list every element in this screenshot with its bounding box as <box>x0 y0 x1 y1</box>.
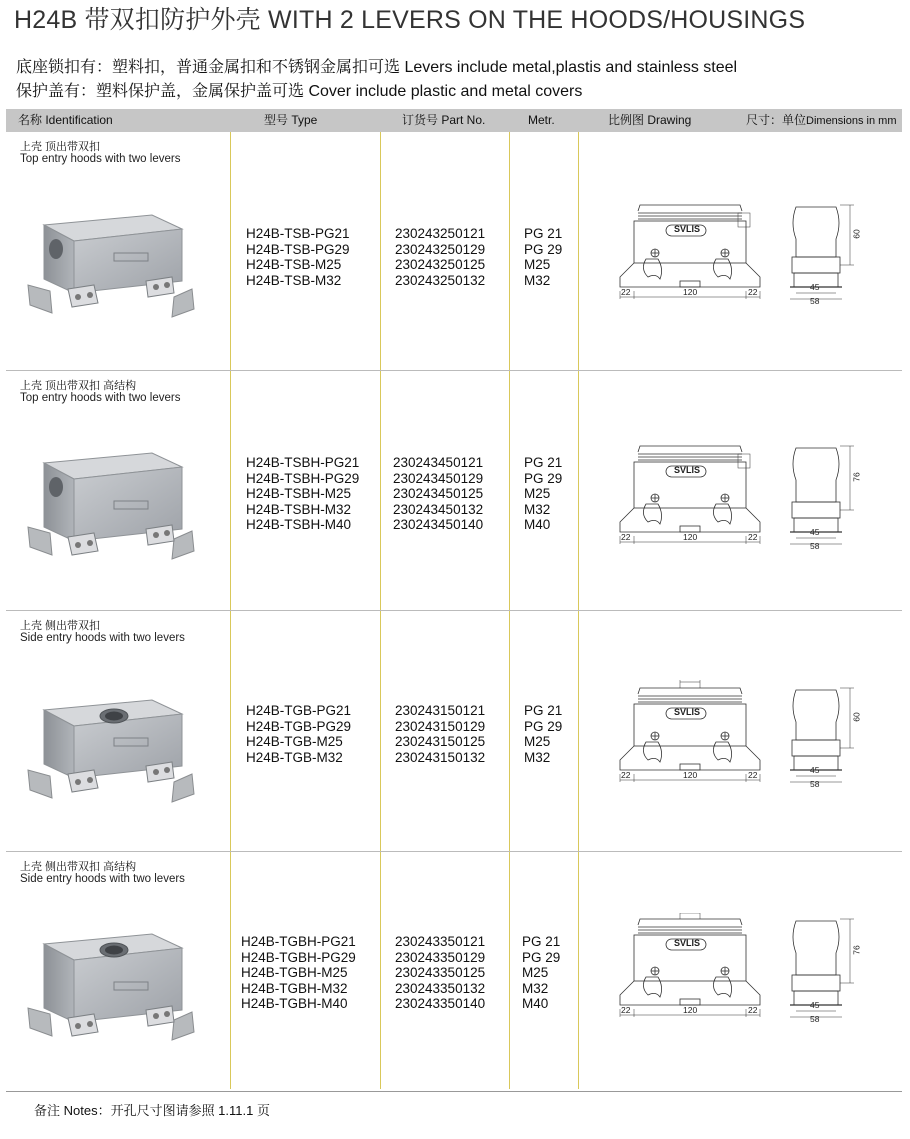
type-item: H24B-TGBH-PG21 <box>241 934 356 949</box>
dim-right: 22 <box>748 532 758 542</box>
header-dimensions <box>746 109 896 132</box>
dim-side-outer: 58 <box>810 779 820 789</box>
metr-item: M40 <box>524 517 551 532</box>
part-no-item: 230243150132 <box>395 749 486 765</box>
metr-list <box>522 934 560 1012</box>
dim-side-inner: 45 <box>810 765 820 775</box>
type-item: H24B-TSBH-PG21 <box>246 455 360 470</box>
metr-item: M32 <box>522 980 549 996</box>
dim-side-inner: 45 <box>810 1000 820 1010</box>
part-no-list <box>393 455 483 533</box>
type-item: H24B-TSB-PG29 <box>246 241 350 257</box>
product-section <box>6 852 902 1090</box>
metr-item: PG 29 <box>524 241 563 257</box>
type-list <box>246 455 359 533</box>
part-no-item: 230243150129 <box>395 718 486 734</box>
type-list <box>246 703 351 765</box>
metr-item: M25 <box>522 965 549 980</box>
part-no-item: 230243350121 <box>395 934 486 949</box>
metr-item: PG 29 <box>524 718 563 734</box>
metr-item: PG 21 <box>524 703 563 718</box>
product-section <box>6 371 902 609</box>
dim-main: 120 <box>683 287 698 297</box>
dim-height: 60 <box>851 229 862 239</box>
dimension-drawing <box>610 913 870 1033</box>
product-photo <box>22 690 202 810</box>
identification-cn: 上壳 侧出带双扣 <box>20 620 101 632</box>
drawing-brand: SVLIS <box>673 707 700 717</box>
dim-right: 22 <box>748 287 758 297</box>
metr-item: M32 <box>524 501 551 517</box>
header-metr: Metr. <box>528 113 555 127</box>
part-no-item: 230243450129 <box>393 470 484 486</box>
dim-left: 22 <box>621 532 631 542</box>
header-type: 型号 Type <box>264 113 318 127</box>
dim-side-inner: 45 <box>810 527 820 537</box>
metr-item: PG 29 <box>524 470 563 486</box>
part-no-item: 230243450140 <box>393 517 484 532</box>
type-item: H24B-TGBH-M25 <box>241 965 348 980</box>
part-no-item: 230243350132 <box>395 980 486 996</box>
part-no-list <box>395 703 485 765</box>
type-item: H24B-TSBH-M40 <box>246 517 352 532</box>
identification-cn: 上壳 顶出带双扣 高结构 <box>20 380 137 392</box>
part-no-list <box>395 934 485 1012</box>
intro-covers: 保护盖有：塑料保护盖，金属保护盖可选 Cover include plastic and metal covers <box>16 83 583 100</box>
dim-main: 120 <box>683 770 698 780</box>
product-section <box>6 132 902 370</box>
type-item: H24B-TGBH-M32 <box>241 980 348 996</box>
metr-item: PG 21 <box>522 934 561 949</box>
part-no-item: 230243350140 <box>395 996 486 1011</box>
metr-item: M40 <box>522 996 549 1011</box>
type-list <box>246 226 350 288</box>
type-item: H24B-TSB-M32 <box>246 272 342 288</box>
type-list <box>241 934 356 1012</box>
header-drawing: 比例图 Drawing <box>608 113 692 127</box>
part-no-item: 230243250132 <box>395 272 486 288</box>
identification-en: Top entry hoods with two levers <box>20 153 181 165</box>
identification-en: Top entry hoods with two levers <box>20 392 181 404</box>
type-item: H24B-TSB-PG21 <box>246 226 350 241</box>
part-no-item: 230243250129 <box>395 241 486 257</box>
part-no-item: 230243250125 <box>395 257 486 272</box>
metr-item: M32 <box>524 749 551 765</box>
dim-left: 22 <box>621 770 631 780</box>
header-dimensions-cn: 尺寸：单位 <box>746 113 807 127</box>
dim-height: 76 <box>851 472 862 482</box>
dimension-drawing <box>610 680 870 800</box>
dim-main: 120 <box>683 1005 698 1015</box>
part-no-item: 230243150121 <box>395 703 486 718</box>
dim-side-outer: 58 <box>810 1014 820 1024</box>
drawing-brand: SVLIS <box>673 224 700 234</box>
product-photo <box>22 447 202 567</box>
metr-item: M25 <box>524 486 551 501</box>
identification-cn: 上壳 顶出带双扣 <box>20 141 101 153</box>
type-item: H24B-TSBH-M32 <box>246 501 352 517</box>
metr-item: M32 <box>524 272 551 288</box>
dim-side-outer: 58 <box>810 541 820 551</box>
product-photo <box>22 928 202 1048</box>
table-bottom-line <box>6 1091 902 1092</box>
metr-list <box>524 455 562 533</box>
part-no-item: 230243350125 <box>395 965 486 980</box>
part-no-item: 230243250121 <box>395 226 486 241</box>
type-item: H24B-TGBH-M40 <box>241 996 348 1011</box>
product-section <box>6 611 902 849</box>
intro-levers: 底座锁扣有：塑料扣，普通金属扣和不锈钢金属扣可选 Levers include metal,plastis and stainless steel <box>16 59 738 76</box>
type-item: H24B-TGB-PG21 <box>246 703 352 718</box>
part-no-item: 230243350129 <box>395 949 486 965</box>
type-item: H24B-TGB-PG29 <box>246 718 352 734</box>
identification-cn: 上壳 侧出带双扣 高结构 <box>20 861 137 873</box>
dimension-drawing <box>610 440 870 560</box>
type-item: H24B-TSBH-PG29 <box>246 470 360 486</box>
type-item: H24B-TSBH-M25 <box>246 486 352 501</box>
dim-left: 22 <box>621 287 631 297</box>
drawing-brand: SVLIS <box>673 938 700 948</box>
product-photo <box>22 205 202 325</box>
type-item: H24B-TGB-M32 <box>246 749 343 765</box>
metr-item: PG 29 <box>522 949 561 965</box>
part-no-item: 230243450125 <box>393 486 484 501</box>
type-item: H24B-TGBH-PG29 <box>241 949 356 965</box>
part-no-list <box>395 226 485 288</box>
dim-height: 76 <box>851 945 862 955</box>
metr-item: PG 21 <box>524 455 563 470</box>
metr-list <box>524 226 562 288</box>
drawing-brand: SVLIS <box>673 465 700 475</box>
part-no-item: 230243450132 <box>393 501 484 517</box>
dimension-drawing <box>610 197 870 317</box>
metr-item: M25 <box>524 257 551 272</box>
type-item: H24B-TSB-M25 <box>246 257 342 272</box>
metr-item: M25 <box>524 734 551 749</box>
metr-list <box>524 703 562 765</box>
header-identification: 名称 Identification <box>18 113 113 127</box>
dim-side-inner: 45 <box>810 282 820 292</box>
dim-height: 60 <box>851 712 862 722</box>
part-no-item: 230243150125 <box>395 734 486 749</box>
metr-item: PG 21 <box>524 226 563 241</box>
dim-right: 22 <box>748 770 758 780</box>
identification-en: Side entry hoods with two levers <box>20 873 185 885</box>
page-title: H24B 带双扣防护外壳 WITH 2 LEVERS ON THE HOODS/HOUSINGS <box>14 6 806 34</box>
dim-main: 120 <box>683 532 698 542</box>
part-no-item: 230243450121 <box>393 455 484 470</box>
identification-en: Side entry hoods with two levers <box>20 632 185 644</box>
dim-right: 22 <box>748 1005 758 1015</box>
notes: 备注 Notes：开孔尺寸图请参照 1.11.1 页 <box>34 1103 270 1118</box>
dim-side-outer: 58 <box>810 296 820 306</box>
dim-left: 22 <box>621 1005 631 1015</box>
type-item: H24B-TGB-M25 <box>246 734 343 749</box>
header-dimensions-en: Dimensions in mm <box>806 115 897 127</box>
header-part-no: 订货号 Part No. <box>402 113 486 127</box>
table-header <box>6 109 902 132</box>
